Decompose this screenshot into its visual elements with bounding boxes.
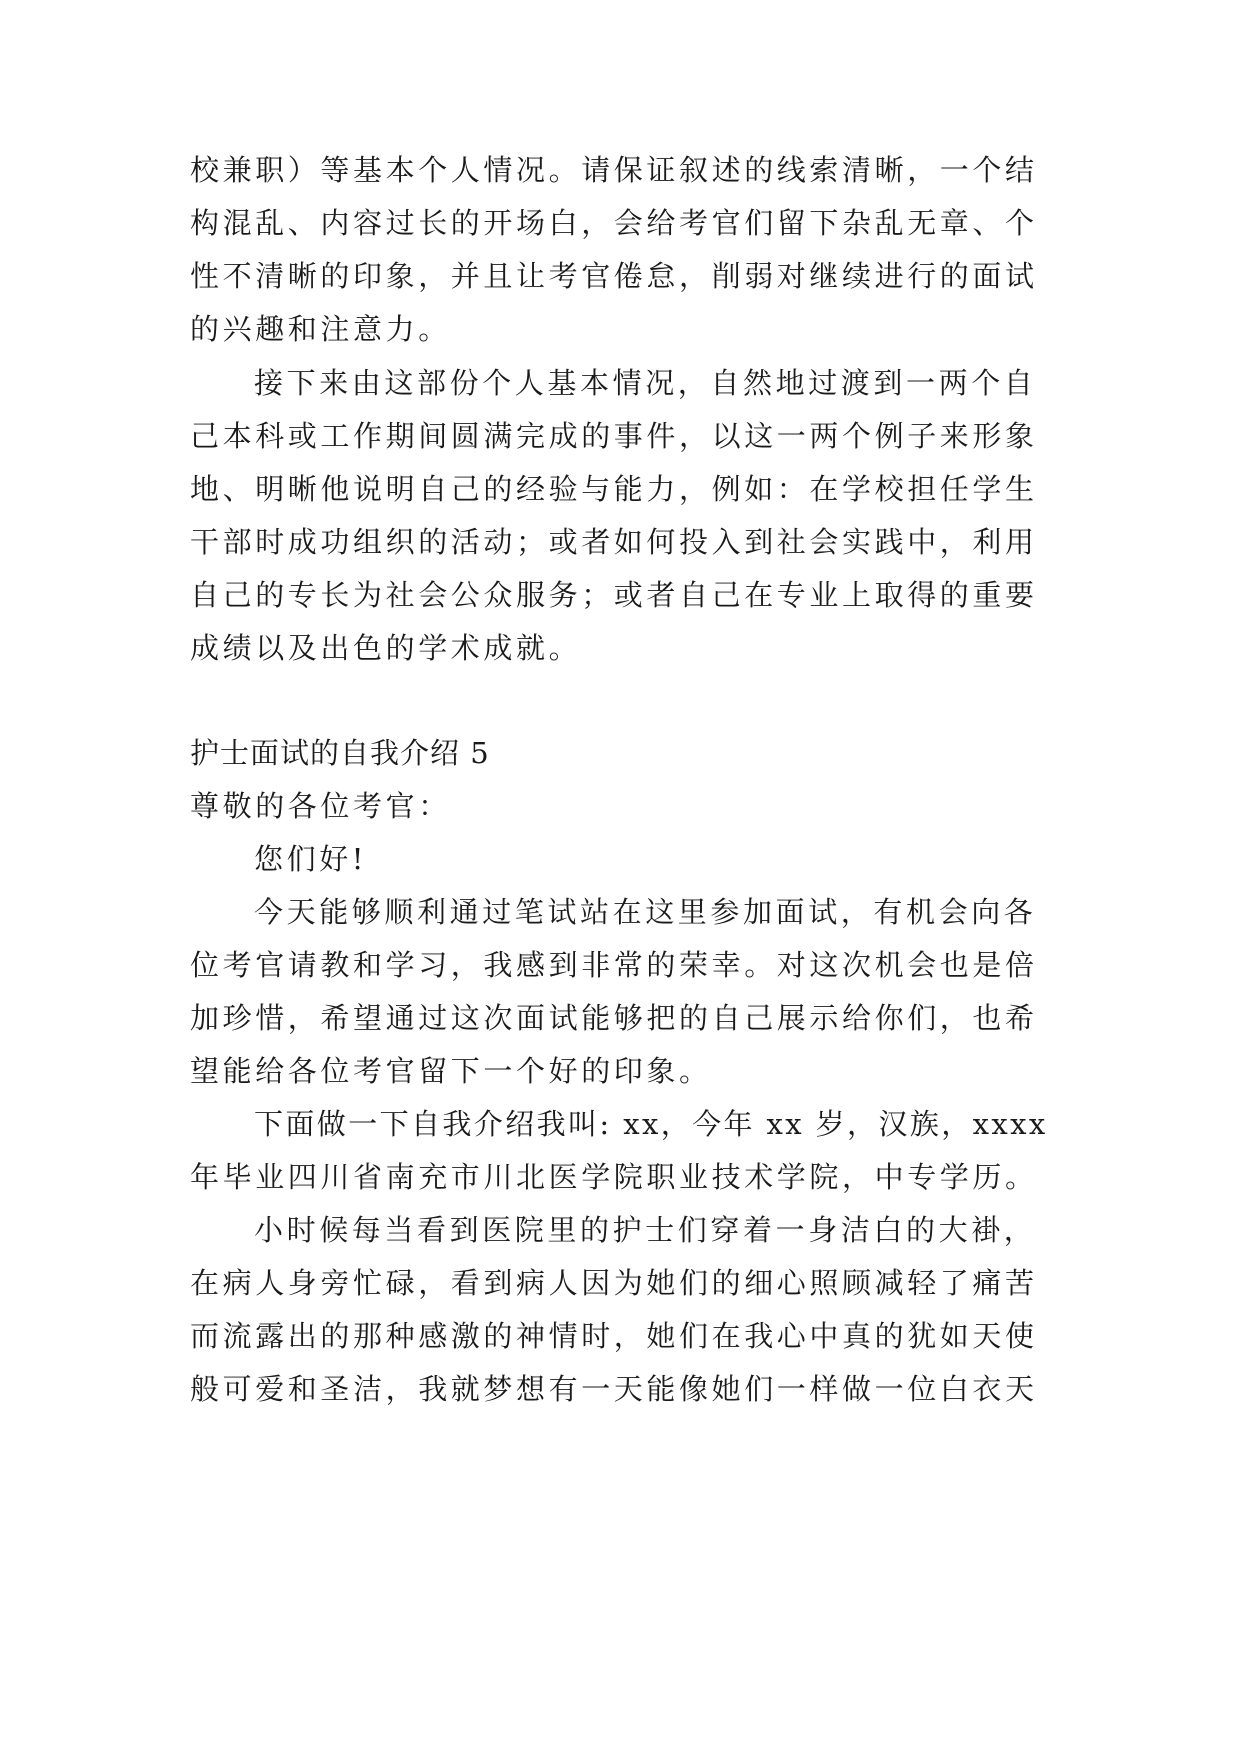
salutation: 尊敬的各位考官： (190, 789, 451, 823)
greeting: 您们好! (254, 842, 368, 876)
paragraph-line: 而流露出的那种感激的神情时，她们在我心中真的犹如天使 (190, 1319, 1038, 1353)
paragraph-line: 在病人身旁忙碌，看到病人因为她们的细心照顾减轻了痛苦 (190, 1266, 1038, 1300)
document-page (190, 0, 1070, 1754)
paragraph-line: 性不清晰的印象，并且让考官倦怠，削弱对继续进行的面试 (190, 259, 1038, 293)
paragraph-line: 小时候每当看到医院里的护士们穿着一身洁白的大褂， (254, 1213, 1037, 1247)
paragraph-line: 接下来由这部份个人基本情况，自然地过渡到一两个自 (254, 366, 1037, 400)
paragraph-line: 位考官请教和学习，我感到非常的荣幸。对这次机会也是倍 (190, 948, 1038, 982)
paragraph-line: 下面做一下自我介绍我叫: xx，今年 xx 岁，汉族，xxxx (254, 1107, 1048, 1141)
paragraph-line: 般可爱和圣洁，我就梦想有一天能像她们一样做一位白衣天 (190, 1372, 1038, 1406)
paragraph-line: 校兼职）等基本个人情况。请保证叙述的线索清晰，一个结 (190, 153, 1038, 187)
paragraph-line: 望能给各位考官留下一个好的印象。 (190, 1054, 712, 1088)
paragraph-line: 己本科或工作期间圆满完成的事件，以这一两个例子来形象 (190, 419, 1038, 453)
paragraph-line: 构混乱、内容过长的开场白，会给考官们留下杂乱无章、个 (190, 206, 1038, 240)
paragraph-line: 的兴趣和注意力。 (190, 312, 451, 346)
paragraph-line: 今天能够顺利通过笔试站在这里参加面试，有机会向各 (254, 895, 1037, 929)
paragraph-line: 地、明晰他说明自己的经验与能力，例如：在学校担任学生 (190, 472, 1038, 506)
paragraph-line: 年毕业四川省南充市川北医学院职业技术学院，中专学历。 (190, 1160, 1038, 1194)
paragraph-line: 干部时成功组织的活动；或者如何投入到社会实践中，利用 (190, 525, 1038, 559)
paragraph-line: 成绩以及出色的学术成就。 (190, 631, 582, 665)
paragraph-line: 加珍惜，希望通过这次面试能够把的自己展示给你们，也希 (190, 1001, 1038, 1035)
paragraph-line: 自己的专长为社会公众服务；或者自己在专业上取得的重要 (190, 578, 1038, 612)
section-heading: 护士面试的自我介绍 5 (190, 736, 490, 770)
